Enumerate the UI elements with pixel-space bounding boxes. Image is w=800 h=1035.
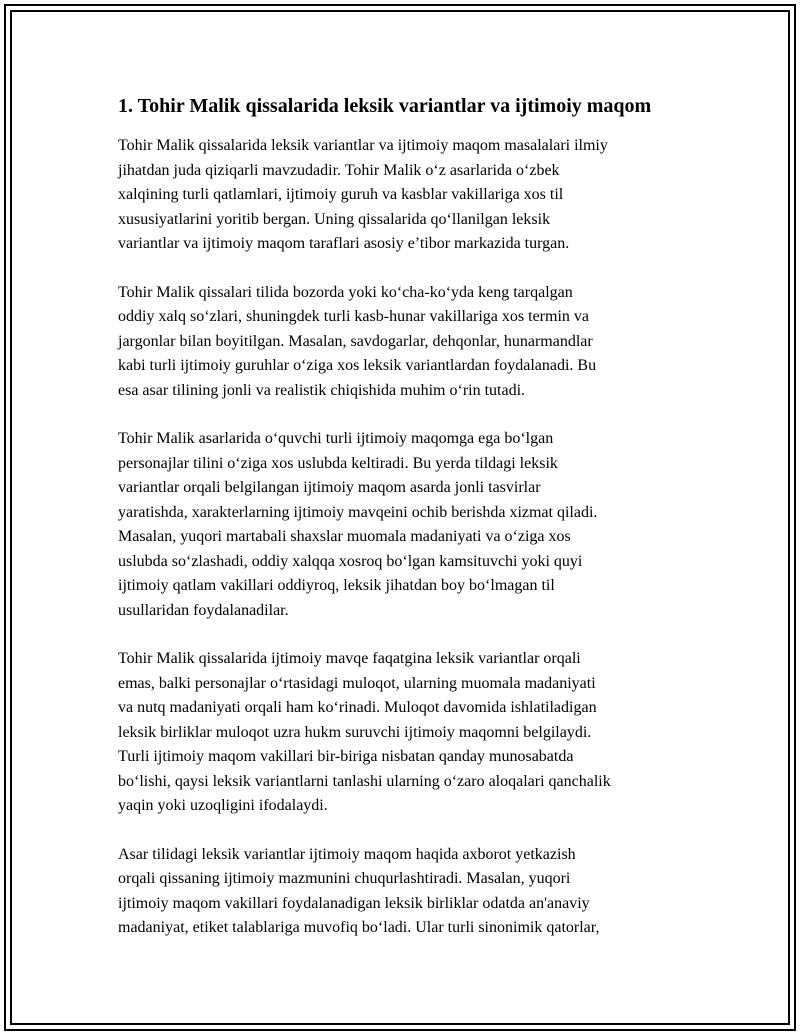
text-line: jihatdan juda qiziqarli mavzudadir. Tohir Malik o‘z asarlarida o‘zbek [118,161,560,179]
text-line: Tohir Malik qissalari tilida bozorda yoki ko‘cha-ko‘yda keng tarqalgan [118,283,573,301]
text-line: yaratishda, xarakterlarning ijtimoiy mavqeini ochib berishda xizmat qiladi. [118,503,598,521]
text-line: Tohir Malik asarlarida o‘quvchi turli ijtimoiy maqomga ega bo‘lgan [118,430,554,447]
text-line: Turli ijtimoiy maqom vakillari bir-biriga nisbatan qanday munosabatda [118,748,574,765]
text-line: Masalan, yuqori martabali shaxslar muomala madaniyati va o‘ziga xos [118,528,571,545]
text-line: jargonlar bilan boyitilgan. Masalan, savdogarlar, dehqonlar, hunarmandlar [118,332,593,350]
text-line: personajlar tilini o‘ziga xos uslubda keltiradi. Bu yerda tildagi leksik [118,454,558,472]
paragraph-1 [118,134,698,257]
text-line: va nutq madaniyati orqali ham ko‘rinadi. Muloqot davomida ishlatiladigan [118,699,597,716]
text-line: oddiy xalq so‘zlari, shuningdek turli kasb-hunar vakillariga xos termin va [118,308,589,325]
text-line: leksik birliklar muloqot uzra hukm suruvchi ijtimoiy maqomni belgilaydi. [118,723,592,741]
paragraph-5 [118,843,698,941]
section-heading: 1. Tohir Malik qissalarida leksik variantlar va ijtimoiy maqom [118,95,652,117]
text-line: ijtimoiy qatlam vakillari oddiyroq, leksik jihatdan boy bo‘lmagan til [118,577,555,594]
text-line: xalqining turli qatlamlari, ijtimoiy guruh va kasblar vakillariga xos til [118,186,564,203]
text-line: Tohir Malik qissalarida ijtimoiy mavqe faqatgina leksik variantlar orqali [118,650,581,667]
document-body [118,93,698,965]
text-line: yaqin yoki uzoqligini ifodalaydi. [118,797,328,814]
text-line: emas, balki personajlar o‘rtasidagi muloqot, ularning muomala madaniyati [118,674,596,692]
text-line: variantlar orqali belgilangan ijtimoiy maqom asarda jonli tasvirlar [118,479,541,496]
text-line: bo‘lishi, qaysi leksik variantlarni tanlashi ularning o‘zaro aloqalari qanchalik [118,772,611,790]
text-line: uslubda so‘zlashadi, oddiy xalqqa xosroq bo‘lgan kamsituvchi yoki quyi [118,552,583,570]
text-line: Tohir Malik qissalarida leksik variantlar va ijtimoiy maqom masalalari ilmiy [118,137,608,154]
text-line: esa asar tilining jonli va realistik chiqishida muhim o‘rin tutadi. [118,381,526,399]
text-line: Asar tilidagi leksik variantlar ijtimoiy maqom haqida axborot yetkazish [118,845,576,863]
paragraph-3 [118,427,698,623]
paragraph-4 [118,647,698,819]
text-line: kabi turli ijtimoiy guruhlar o‘ziga xos leksik variantlardan foydalanadi. Bu [118,357,597,374]
text-line: usullaridan foydalanadilar. [118,601,289,619]
text-line: ijtimoiy maqom vakillari foydalanadigan leksik birliklar odatda an'anaviy [118,894,590,912]
text-line: madaniyat, etiket talablariga muvofiq bo‘ladi. Ular turli sinonimik qatorlar, [118,919,600,936]
paragraph-2 [118,281,698,404]
text-line: orqali qissaning ijtimoiy mazmunini chuqurlashtiradi. Masalan, yuqori [118,870,571,887]
text-line: xususiyatlarini yoritib bergan. Uning qissalarida qo‘llanilgan leksik [118,210,551,228]
text-line: variantlar va ijtimoiy maqom taraflari asosiy e’tibor markazida turgan. [118,235,570,252]
